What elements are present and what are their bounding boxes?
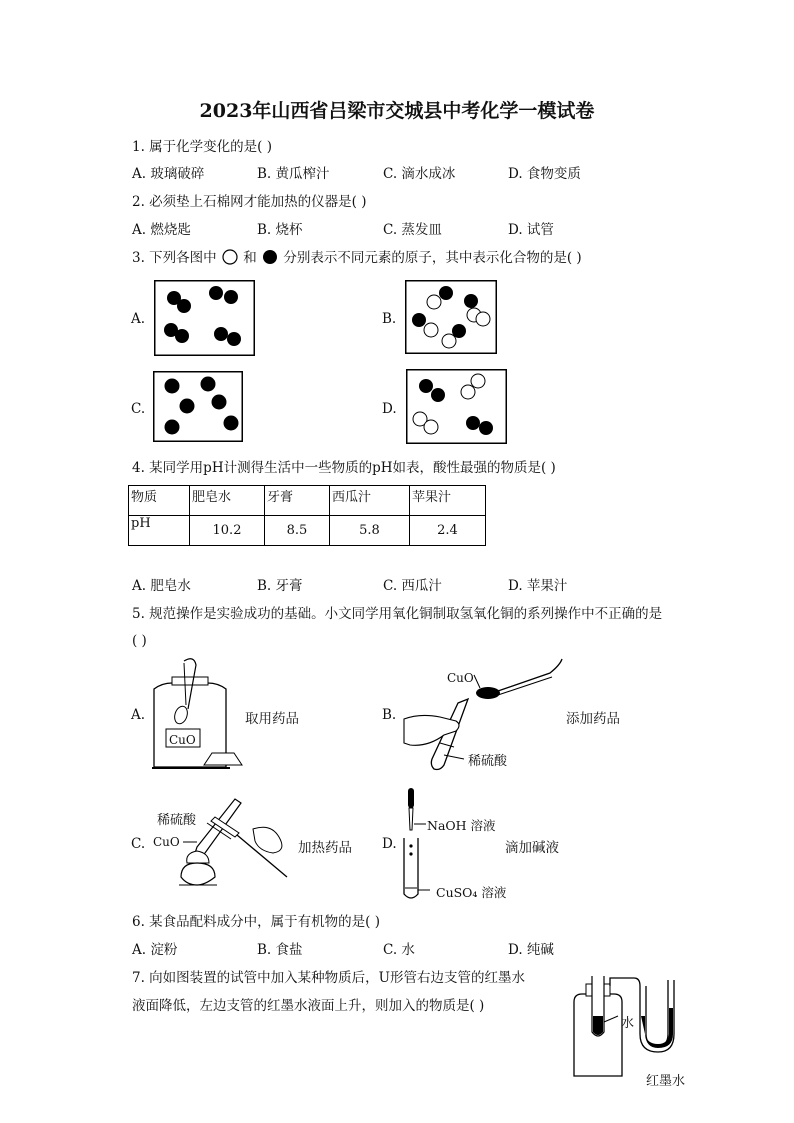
q4-option-d[interactable]: D. 苹果汁	[508, 578, 568, 594]
q5d-naoh-label: NaOH 溶液	[427, 818, 496, 833]
q6-option-d[interactable]: D. 纯碱	[508, 942, 554, 958]
q3-stem-part-a: 3. 下列各图中	[132, 250, 217, 266]
q3-option-a-label[interactable]: A.	[131, 311, 146, 327]
table-header-row	[129, 486, 486, 516]
table-header-cell: 苹果汁	[410, 486, 486, 516]
q5-caption-b: 添加药品	[566, 711, 620, 727]
q4-option-c[interactable]: C. 西瓜汁	[383, 578, 442, 594]
table-cell: 10.2	[190, 516, 265, 546]
q5a-cuo-label: CuO	[169, 733, 196, 747]
table-cell: 2.4	[410, 516, 486, 546]
question-3-stem	[132, 249, 582, 267]
table-header-cell: 牙膏	[265, 486, 330, 516]
q5-caption-a: 取用药品	[245, 711, 299, 727]
q1-option-b[interactable]: B. 黄瓜榨汁	[257, 166, 330, 182]
table-cell: 5.8	[330, 516, 410, 546]
q5-diagram-d	[400, 784, 430, 904]
page-title: 2023年山西省吕梁市交城县中考化学一模试卷	[199, 100, 595, 122]
table-row	[129, 516, 486, 546]
q5-option-d-label[interactable]: D.	[382, 836, 397, 852]
q2-option-b[interactable]: B. 烧杯	[257, 222, 303, 238]
q7-red-ink-label: 红墨水	[646, 1074, 686, 1089]
question-4-stem: 4. 某同学用pH计测得生活中一些物质的pH如表，酸性最强的物质是( )	[132, 460, 556, 476]
table-header-cell: 肥皂水	[190, 486, 265, 516]
q5d-cuso4-label: CuSO₄ 溶液	[436, 885, 507, 900]
q2-option-c[interactable]: C. 蒸发皿	[383, 222, 442, 238]
q3-stem-part-b: 和	[243, 250, 257, 266]
q1-option-c[interactable]: C. 滴水成冰	[383, 166, 456, 182]
q5-caption-c: 加热药品	[298, 840, 352, 856]
q5c-cuo-label: CuO	[153, 835, 180, 849]
q4-option-b[interactable]: B. 牙膏	[257, 578, 303, 594]
table-header-cell: 西瓜汁	[330, 486, 410, 516]
question-7-stem-cont: 液面降低，左边支管的红墨水液面上升，则加入的物质是( )	[132, 998, 485, 1014]
q6-option-b[interactable]: B. 食盐	[257, 942, 303, 958]
q5b-cuo-label: CuO	[447, 671, 474, 685]
q3-stem-part-c: 分别表示不同元素的原子，其中表示化合物的是( )	[283, 250, 582, 266]
q5-diagram-a	[148, 655, 248, 770]
question-1-stem: 1. 属于化学变化的是( )	[132, 139, 272, 155]
q1-option-d[interactable]: D. 食物变质	[508, 166, 581, 182]
q7-water-label: 水	[621, 1016, 635, 1031]
question-7-stem: 7. 向如图装置的试管中加入某种物质后，U形管右边支管的红墨水	[132, 970, 526, 986]
q5-diagram-c	[175, 793, 300, 893]
question-5-stem: 5. 规范操作是实验成功的基础。小文同学用氧化铜制取氢氧化铜的系列操作中不正确的是	[132, 606, 663, 622]
q2-option-a[interactable]: A. 燃烧匙	[132, 222, 191, 238]
q3-diagram-a	[154, 280, 255, 356]
table-cell: 8.5	[265, 516, 330, 546]
question-2-stem: 2. 必须垫上石棉网才能加热的仪器是( )	[132, 194, 367, 210]
q6-option-c[interactable]: C. 水	[383, 942, 415, 958]
q5-option-c-label[interactable]: C.	[131, 836, 146, 852]
ph-table	[128, 485, 486, 546]
q3-option-c-label[interactable]: C.	[131, 401, 146, 417]
black-atom-icon	[261, 249, 279, 265]
table-cell: pH	[129, 516, 190, 546]
q3-option-b-label[interactable]: B.	[382, 311, 397, 327]
q5-caption-d: 滴加碱液	[505, 840, 559, 856]
q3-diagram-d	[406, 369, 507, 444]
q4-option-a[interactable]: A. 肥皂水	[132, 578, 191, 594]
table-header-cell: 物质	[129, 486, 190, 516]
white-atom-icon	[221, 249, 239, 265]
q3-option-d-label[interactable]: D.	[382, 401, 397, 417]
q2-option-d[interactable]: D. 试管	[508, 222, 554, 238]
question-5-stem-cont: ( )	[132, 633, 147, 649]
q5c-acid-label: 稀硫酸	[157, 813, 197, 828]
q5-option-a-label[interactable]: A.	[131, 707, 146, 723]
question-6-stem: 6. 某食品配料成分中，属于有机物的是( )	[132, 914, 380, 930]
q5b-acid-label: 稀硫酸	[468, 754, 508, 769]
q5-option-b-label[interactable]: B.	[382, 707, 397, 723]
q3-diagram-c	[153, 371, 243, 442]
q1-option-a[interactable]: A. 玻璃破碎	[132, 166, 205, 182]
q6-option-a[interactable]: A. 淀粉	[132, 942, 178, 958]
q3-diagram-b	[405, 280, 497, 354]
